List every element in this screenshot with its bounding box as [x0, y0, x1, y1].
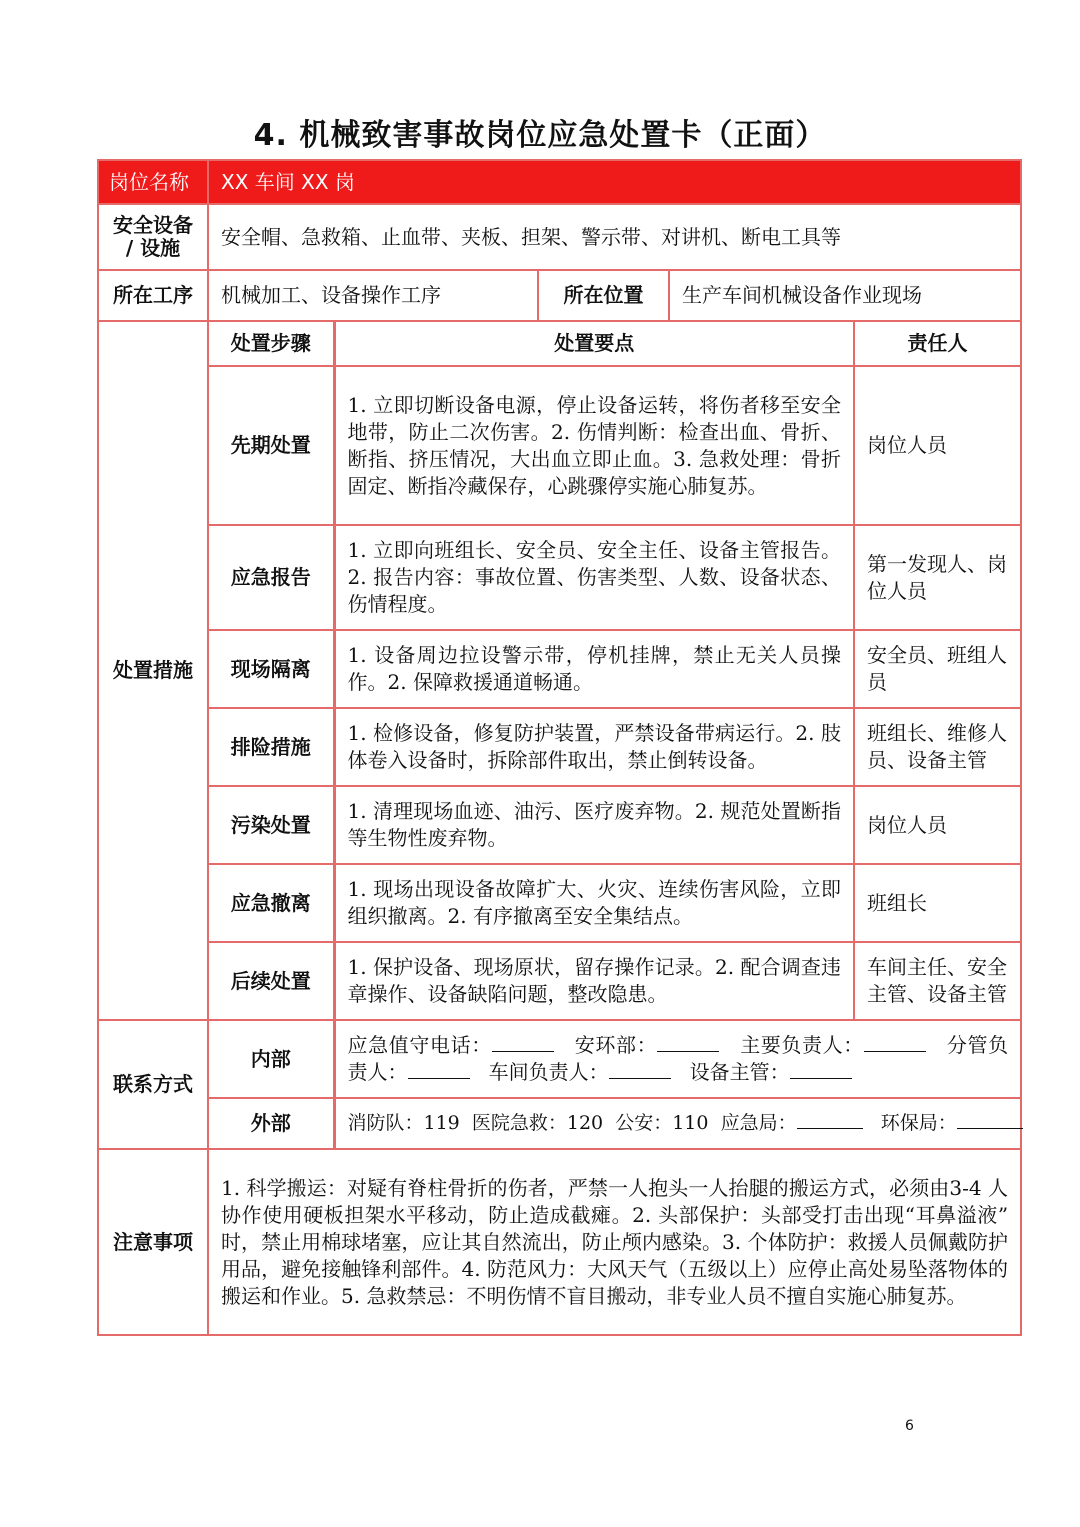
measure-row: [98, 864, 1021, 942]
env-bureau-label: 环保局：: [880, 1112, 957, 1134]
safety-dept-label: 安环部：: [574, 1033, 658, 1057]
notes-row: [98, 1149, 1021, 1335]
measure-owner: 班组长: [854, 864, 1021, 942]
measure-row: [98, 630, 1021, 708]
measures-label: 处置措施: [98, 321, 208, 1020]
contact-external-label: 外部: [208, 1098, 334, 1149]
measure-points: 1. 保护设备、现场原状，留存操作记录。2. 配合调查违章操作、设备缺陷问题，整改隐患。: [334, 942, 854, 1020]
measure-owner: 岗位人员: [854, 366, 1021, 525]
measure-points: 1. 检修设备，修复防护装置，严禁设备带病运行。2. 肢体卷入设备时，拆除部件取出，禁止倒转设备。: [334, 708, 854, 786]
contact-internal-row: [98, 1020, 1021, 1098]
safety-label-line2: / 设施: [125, 236, 181, 260]
measure-points: 1. 现场出现设备故障扩大、火灾、连续伤害风险，立即组织撤离。2. 有序撤离至安全集结点。: [334, 864, 854, 942]
measure-points: 1. 设备周边拉设警示带，停机挂牌，禁止无关人员操作。2. 保障救援通道畅通。: [334, 630, 854, 708]
safety-label: [98, 204, 208, 270]
location-label: 所在位置: [538, 270, 669, 321]
notes-text: 1. 科学搬运：对疑有脊柱骨折的伤者，严禁一人抱头一人抬腿的搬运方式，必须由3-4 人协作使用硬板担架水平移动，防止造成截瘫。2. 头部保护：头部受打击出现“耳鼻溢液” 时，禁止用棉球堵塞，应让其自然流出，防止颅内感染。3. 个体防护：救援人员佩戴防护用品，避免接触锋利部件。4. 防范风力：大风天气（五级以上）应停止高处易坠落物体的搬运和作业。5. 急救禁忌：不明伤情不盲目搬动，非专业人员不擅自实施心肺复苏。: [208, 1149, 1021, 1335]
measure-step: 排险措施: [208, 708, 334, 786]
measure-owner: 车间主任、安全主管、设备主管: [854, 942, 1021, 1020]
equipment-head-blank: [790, 1060, 852, 1079]
safety-value: 安全帽、急救箱、止血带、夹板、担架、警示带、对讲机、断电工具等: [208, 204, 1021, 270]
contact-internal-value: [334, 1020, 1021, 1098]
measure-step: 应急撤离: [208, 864, 334, 942]
safety-label-line1: 安全设备: [113, 213, 193, 237]
measure-step: 污染处置: [208, 786, 334, 864]
workshop-leader-blank: [609, 1060, 671, 1079]
page-number: 6: [905, 1418, 914, 1434]
measure-step: 后续处置: [208, 942, 334, 1020]
post-value: XX 车间 XX 岗: [208, 160, 1021, 204]
contact-label: 联系方式: [98, 1020, 208, 1149]
measure-row: [98, 366, 1021, 525]
deputy-leader-label: 分管负责人：: [347, 1033, 1009, 1084]
equipment-head-label: 设备主管：: [689, 1060, 790, 1084]
duty-phone-blank: [492, 1033, 554, 1052]
post-row: [98, 160, 1021, 204]
measure-row: [98, 708, 1021, 786]
deputy-leader-blank: [408, 1060, 470, 1079]
fire-number: 消防队：119: [347, 1112, 460, 1134]
process-row: [98, 270, 1021, 321]
police-number: 公安：110: [615, 1112, 709, 1134]
safety-dept-blank: [657, 1033, 719, 1052]
process-label: 所在工序: [98, 270, 208, 321]
env-bureau-blank: [957, 1110, 1023, 1129]
measure-owner: 班组长、维修人员、设备主管: [854, 708, 1021, 786]
notes-label: 注意事项: [98, 1149, 208, 1335]
measure-points: 1. 立即向班组长、安全员、安全主任、设备主管报告。2. 报告内容：事故位置、伤害类型、人数、设备状态、伤情程度。: [334, 525, 854, 630]
measure-step: 先期处置: [208, 366, 334, 525]
owner-header: 责任人: [854, 321, 1021, 366]
safety-row: [98, 204, 1021, 270]
page-title: 4. 机械致害事故岗位应急处置卡（正面）: [253, 118, 827, 153]
duty-phone-label: 应急值守电话：: [347, 1033, 492, 1057]
measure-step: 应急报告: [208, 525, 334, 630]
measure-owner: 岗位人员: [854, 786, 1021, 864]
measure-owner: 安全员、班组人员: [854, 630, 1021, 708]
emergency-card-table: [97, 159, 1022, 1336]
measure-owner: 第一发现人、岗位人员: [854, 525, 1021, 630]
contact-external-value: [334, 1098, 1021, 1149]
measure-row: [98, 942, 1021, 1020]
measure-step: 现场隔离: [208, 630, 334, 708]
emergency-bureau-blank: [797, 1110, 863, 1129]
workshop-leader-label: 车间负责人：: [488, 1060, 609, 1084]
measure-points: 1. 立即切断设备电源，停止设备运转，将伤者移至安全地带，防止二次伤害。2. 伤情判断：检查出血、骨折、断指、挤压情况，大出血立即止血。3. 急救处理：骨折固定、断指冷藏保存，心跳骤停实施心肺复苏。: [334, 366, 854, 525]
step-header: 处置步骤: [208, 321, 334, 366]
contact-internal-label: 内部: [208, 1020, 334, 1098]
points-header: 处置要点: [334, 321, 854, 366]
emergency-bureau-label: 应急局：: [720, 1112, 797, 1134]
measure-row: [98, 786, 1021, 864]
measure-row: [98, 525, 1021, 630]
contact-external-row: [98, 1098, 1021, 1149]
location-value: 生产车间机械设备作业现场: [669, 270, 1021, 321]
process-value: 机械加工、设备操作工序: [208, 270, 538, 321]
main-leader-label: 主要负责人：: [740, 1033, 864, 1057]
measure-points: 1. 清理现场血迹、油污、医疗废弃物。2. 规范处置断指等生物性废弃物。: [334, 786, 854, 864]
hospital-number: 医院急救：120: [471, 1112, 604, 1134]
post-label: 岗位名称: [98, 160, 208, 204]
measures-header-row: [98, 321, 1021, 366]
main-leader-blank: [864, 1033, 926, 1052]
